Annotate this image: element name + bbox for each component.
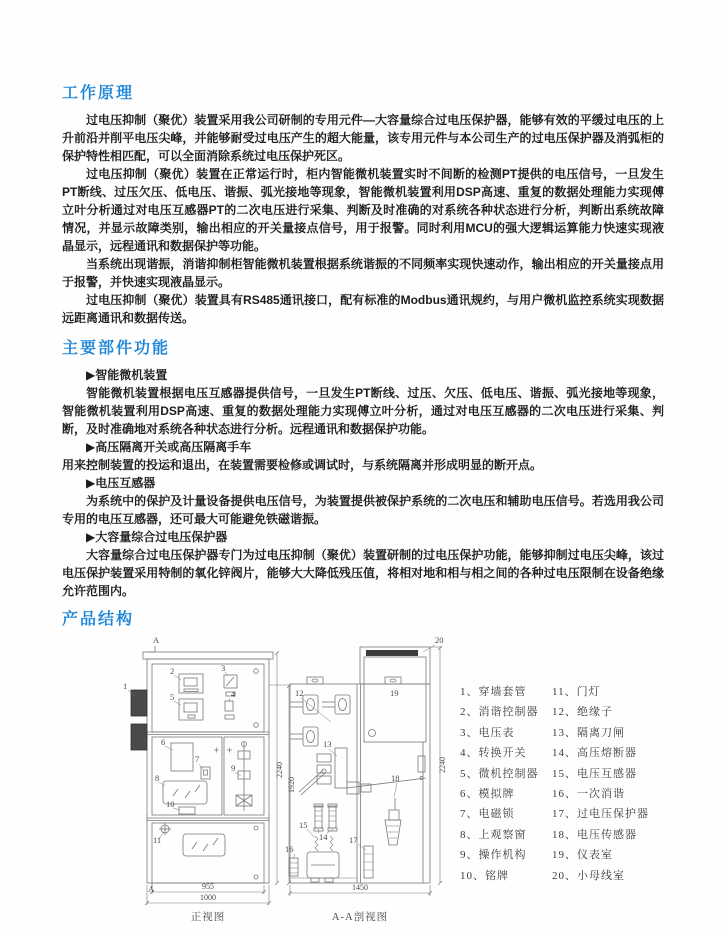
part-label-18: 18 (391, 773, 400, 783)
paragraph: 过电压抑制（聚优）装置在正常运行时，柜内智能微机装置实时不间断的检测PT提供的电压信号，一旦发生PT断线、过压欠压、低电压、谐振、弧光接地等现象，智能微机装置利用DSP高速、重复的数据处理能力实现傅立叶分析通过对电压互感器PT的二次电压进行采集、判断及时准确的对系统各种状态进行分析，判断出系统故障情况，并显示故障类别，输出相应的开关量接点信号，用于报警。同时利用MCU的强大逻辑运算能力快速实现液晶显示，远程通讯和数据保护等功能。 (62, 167, 664, 253)
legend-item: 13、隔离刀闸 (552, 726, 625, 739)
part-label-16: 16 (285, 844, 294, 854)
legend-item: 12、绝缘子 (552, 706, 613, 719)
legend-item: 8、上观察窗 (460, 828, 527, 841)
wall-bushing (131, 690, 147, 716)
cabinet-diagrams (85, 630, 465, 933)
legend-row (460, 845, 670, 865)
part-label-15: 15 (299, 820, 308, 830)
cabinet-top-rim (143, 652, 273, 659)
magnetic-lock (201, 767, 210, 779)
legend-item: 9、操作机构 (460, 849, 527, 862)
front-view-diagram (128, 646, 291, 905)
overvoltage-protector (364, 846, 373, 878)
bottom-door (152, 823, 264, 883)
part-label-6: 6 (161, 737, 166, 747)
part-label-9: 9 (231, 763, 236, 773)
part-label-13: 13 (323, 739, 332, 749)
lower-window (183, 834, 225, 856)
component-heading: ▶电压互感器 (86, 476, 156, 490)
mcu-controller (179, 699, 203, 720)
legend-item: 20、小母线室 (552, 869, 625, 882)
section-title-product-structure: 产品结构 (62, 611, 135, 628)
legend-row (460, 825, 670, 845)
legend-item: 15、电压互感器 (552, 767, 637, 780)
hv-fuses (314, 804, 337, 831)
part-label-7: 7 (195, 754, 200, 764)
legend-row (460, 743, 670, 763)
instrument-room (364, 657, 426, 742)
paragraph: 过电压抑制（聚优）装置具有RS485通讯接口，配有标准的Modbus通讯规约，与用户微机监控系统实现数据远距离通讯和数据传送。 (62, 293, 664, 325)
paragraph: 过电压抑制（聚优）装置采用我公司研制的专用元件—大容量综合过电压保护器，能够有效的平缓过电压的上升前沿并削平电压尖峰，并能够耐受过电压产生的超大能量，该专用元件与本公司生产的过电压保护器及消弧柜的保护特性相匹配，可以全面消除系统过电压保护死区。 (62, 113, 664, 163)
cabinet-outline (147, 659, 269, 883)
wall-bushing (131, 724, 147, 750)
section-view-diagram (288, 645, 442, 896)
part-label-12: 12 (295, 688, 304, 698)
legend-item: 3、电压表 (460, 726, 515, 739)
legend-item: 11、门灯 (552, 686, 601, 698)
voltage-transformer (307, 836, 339, 882)
legend-row (460, 784, 670, 804)
legend-item: 1、穿墙套管 (460, 686, 527, 698)
document-content (62, 0, 664, 629)
product-structure-figure (0, 630, 724, 933)
legend-item: 14、高压熔断器 (552, 747, 637, 760)
legend-item: 5、微机控制器 (460, 767, 539, 780)
paragraph: 当系统出现谐振，消谐抑制柜智能微机装置根据系统谐振的不同频率实现快速动作，输出相应的开关量接点用于报警，并快速实现液晶显示。 (62, 257, 664, 289)
legend-item: 2、消谐控制器 (460, 706, 539, 719)
section-title-main-components: 主要部件功能 (62, 340, 171, 357)
legend-row (460, 723, 670, 743)
legend-row (460, 702, 670, 722)
legend-item: 18、电压传感器 (552, 828, 637, 841)
legend-row (460, 682, 670, 702)
dim-955: 955 (202, 882, 214, 891)
component-body: 为系统中的保护及计量设备提供电压信号，为装置提供被保护系统的二次电压和辅助电压信号。若选用我公司专用的电压互感器，还可最大可能避免铁磁谐振。 (62, 494, 664, 526)
harmonic-controller (179, 674, 203, 693)
door-lamp (159, 823, 171, 835)
section-title-working-principle: 工作原理 (62, 85, 135, 102)
dim-1000: 1000 (200, 893, 216, 902)
part-label-5: 5 (170, 692, 175, 702)
legend-item: 4、转换开关 (460, 747, 527, 760)
part-label-14: 14 (319, 832, 328, 842)
component-body: 大容量综合过电压保护器专门为过电压抑制（聚优）装置研制的过电压保护功能，能够抑制过电压尖峰，该过电压保护装置采用特制的氧化锌阀片，能够大大降低残压值，将相对地和相与相之间的各种过电压限制在设备绝缘允许范围内。 (62, 548, 664, 598)
component-heading: ▶大容量综合过电压保护器 (86, 530, 228, 544)
disconnector (299, 748, 426, 795)
dim-2240-section: 2240 (438, 757, 447, 773)
legend-item: 10、铭牌 (460, 869, 509, 882)
insulators (290, 695, 350, 746)
dim-1450: 1450 (352, 883, 368, 892)
part-label-3: 3 (221, 663, 226, 673)
part-label-8: 8 (155, 773, 160, 783)
part-label-17: 17 (349, 835, 358, 845)
instrument-panel (152, 664, 264, 732)
front-view-caption: 正视图 (190, 912, 226, 923)
voltage-sensor (385, 798, 401, 845)
mimic-board (171, 743, 193, 771)
legend-item: 16、一次消谐 (552, 788, 625, 801)
busbar-chamber (366, 650, 418, 656)
component-body: 智能微机装置根据电压互感器提供信号，一旦发生PT断线、过压、欠压、低电压、谐振、弧光接地等现象，智能微机装置利用DSP高速、重复的数据处理能力实现傅立叶分析，通过对电压互感器的二次电压进行采集、判断，及时准确地对系统各种状态进行分析。远程通讯和数据保护功能。 (62, 386, 664, 436)
component-body: 用来控制装置的投运和退出，在装置需要检修或调试时，与系统隔离并形成明显的断开点。 (62, 458, 543, 472)
legend-item: 19、仪表室 (552, 849, 613, 862)
legend-row (460, 866, 670, 886)
part-label-1: 1 (123, 681, 128, 691)
section-dimension-lines (288, 646, 442, 896)
legend-item: 7、电磁锁 (460, 808, 515, 821)
legend-item: 17、过电压保护器 (552, 808, 649, 821)
component-heading: ▶智能微机装置 (86, 368, 168, 382)
legend-row (460, 764, 670, 784)
section-view-caption: A-A剖视图 (331, 912, 389, 923)
operating-mechanism (236, 742, 252, 812)
section-marker-label: A (148, 884, 155, 894)
component-heading: ▶高压隔离开关或高压隔离手车 (86, 440, 252, 454)
dim-2240-front: 2240 (275, 762, 284, 778)
parts-legend (460, 682, 670, 886)
transfer-switch (225, 701, 234, 719)
part-label-2: 2 (170, 666, 175, 676)
section-arrow-top (148, 646, 155, 652)
legend-item: 6、模拟牌 (460, 788, 515, 801)
left-door (152, 737, 222, 815)
legend-row (460, 804, 670, 824)
nameplate (179, 807, 195, 814)
section-marker-label: A (153, 635, 160, 645)
part-label-20: 20 (435, 635, 444, 645)
part-label-10: 10 (166, 799, 175, 809)
dim-1920-front: 1920 (287, 777, 296, 793)
part-label-19: 19 (390, 688, 399, 698)
part-label-11: 11 (153, 835, 162, 845)
part-label-4: 4 (231, 689, 236, 699)
